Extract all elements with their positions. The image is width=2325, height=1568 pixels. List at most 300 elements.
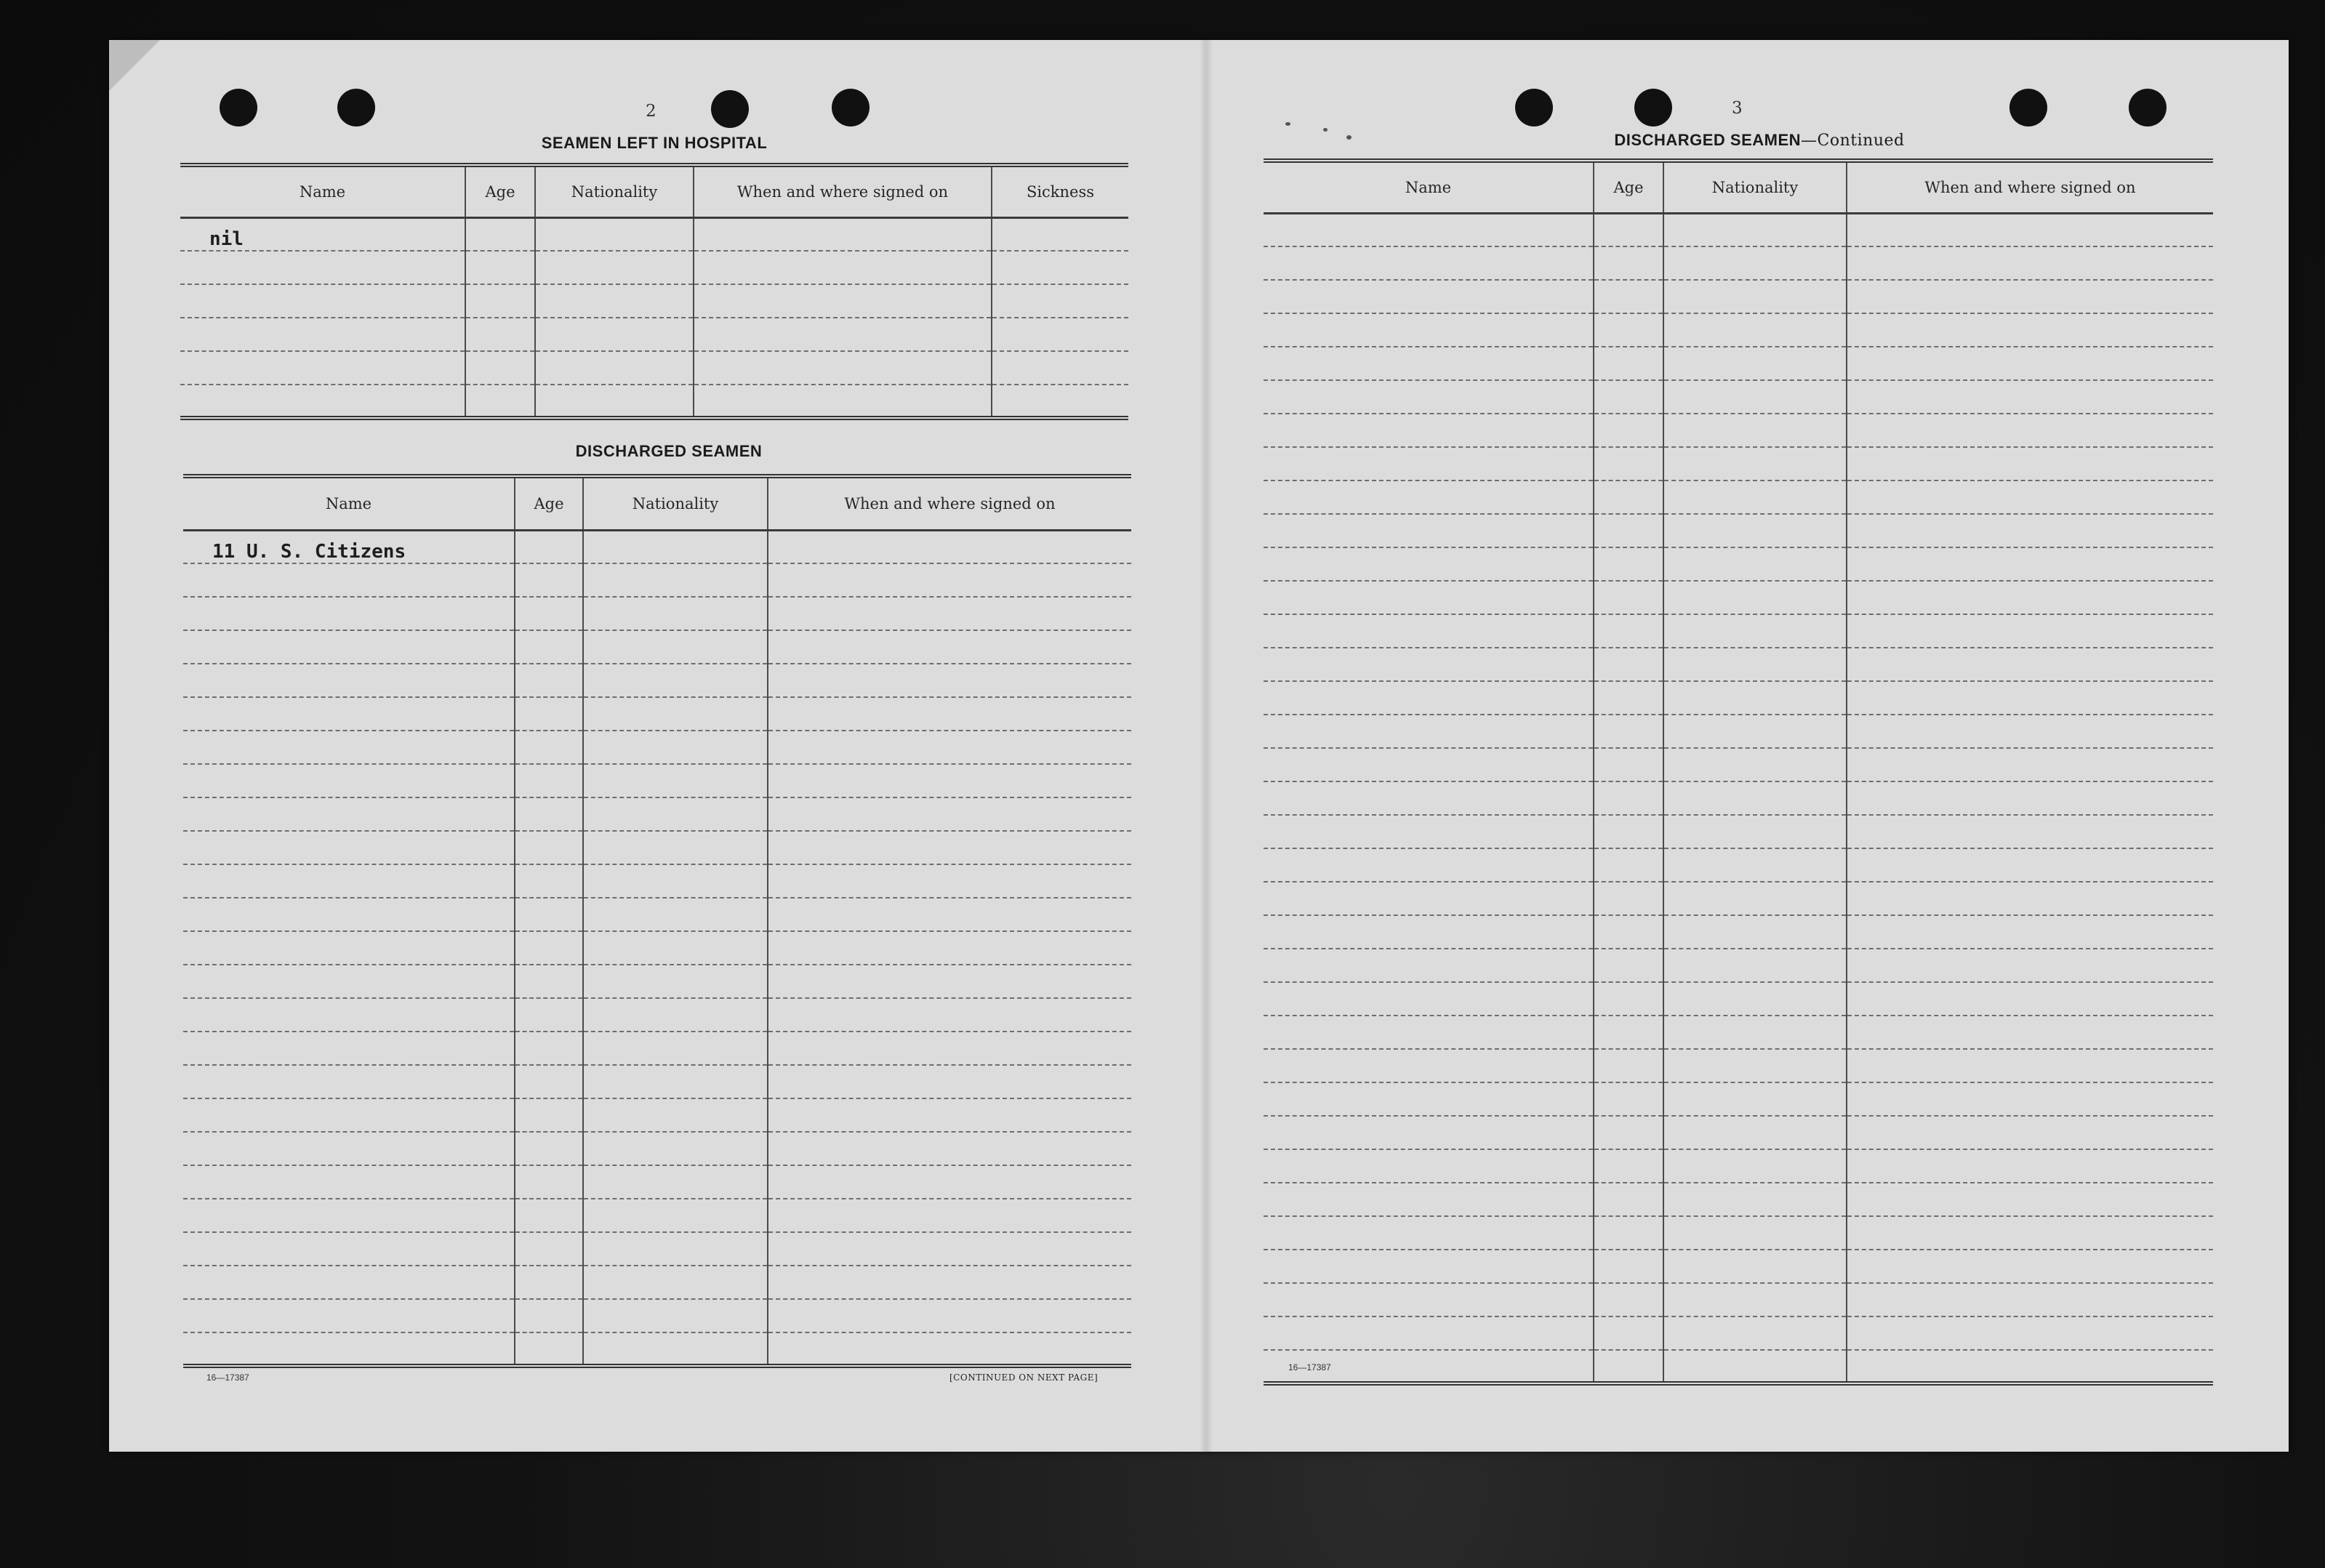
hospital-table bbox=[180, 163, 1128, 420]
column-header-signed-on: When and where signed on bbox=[694, 165, 992, 217]
table-cell bbox=[1847, 581, 2213, 614]
table-row bbox=[183, 831, 1131, 864]
table-cell bbox=[1663, 313, 1847, 347]
table-cell bbox=[465, 217, 535, 251]
table-cell bbox=[183, 864, 515, 898]
table-cell bbox=[1847, 1283, 2213, 1316]
table-cell bbox=[1264, 915, 1594, 949]
table-cell bbox=[583, 998, 768, 1032]
table-cell bbox=[768, 1332, 1131, 1366]
table-cell bbox=[515, 530, 583, 563]
table-cell bbox=[1264, 481, 1594, 514]
table-cell bbox=[583, 831, 768, 864]
table-row bbox=[183, 965, 1131, 998]
table-row bbox=[1264, 882, 2213, 915]
table-row bbox=[183, 1199, 1131, 1232]
table-cell bbox=[583, 931, 768, 965]
table-cell bbox=[183, 831, 515, 864]
table-cell bbox=[515, 1165, 583, 1199]
table-cell bbox=[180, 251, 465, 284]
table-cell bbox=[1264, 514, 1594, 547]
table-cell bbox=[768, 731, 1131, 764]
table-cell bbox=[535, 385, 694, 418]
table-cell bbox=[583, 1098, 768, 1132]
table-cell bbox=[1847, 280, 2213, 313]
table-row bbox=[1264, 1016, 2213, 1049]
form-code-left: 16—17387 bbox=[206, 1372, 249, 1383]
table-cell bbox=[583, 1065, 768, 1098]
table-cell bbox=[1663, 781, 1847, 815]
table-cell bbox=[1847, 1216, 2213, 1250]
table-cell bbox=[515, 1032, 583, 1065]
table-cell bbox=[1594, 347, 1663, 380]
table-cell bbox=[1264, 246, 1594, 280]
table-row bbox=[1264, 1283, 2213, 1316]
table-cell bbox=[1594, 447, 1663, 481]
table-row bbox=[1264, 982, 2213, 1016]
table-cell bbox=[535, 318, 694, 351]
table-row bbox=[1264, 1149, 2213, 1183]
table-row bbox=[1264, 949, 2213, 982]
table-cell bbox=[1663, 1316, 1847, 1350]
punch-hole bbox=[1634, 89, 1672, 126]
table-cell bbox=[1594, 280, 1663, 313]
table-cell bbox=[180, 351, 465, 385]
table-cell bbox=[768, 1132, 1131, 1165]
table-cell bbox=[583, 731, 768, 764]
table-cell bbox=[583, 664, 768, 697]
table-row bbox=[1264, 213, 2213, 246]
table-cell bbox=[1847, 1183, 2213, 1216]
table-cell bbox=[1847, 1316, 2213, 1350]
table-cell bbox=[694, 284, 992, 318]
table-cell bbox=[768, 664, 1131, 697]
table-cell bbox=[515, 563, 583, 597]
table-cell bbox=[1663, 280, 1847, 313]
table-cell bbox=[583, 1266, 768, 1299]
table-cell bbox=[1594, 213, 1663, 246]
discharged-table bbox=[183, 474, 1131, 1368]
table-cell bbox=[183, 898, 515, 931]
table-cell bbox=[1847, 547, 2213, 581]
table-cell bbox=[1847, 781, 2213, 815]
table-cell bbox=[768, 1065, 1131, 1098]
table-cell bbox=[1663, 949, 1847, 982]
table-row bbox=[183, 664, 1131, 697]
table-cell bbox=[1594, 1216, 1663, 1250]
table-row bbox=[1264, 481, 2213, 514]
table-cell bbox=[1264, 1049, 1594, 1082]
table-cell bbox=[1264, 1316, 1594, 1350]
table-cell bbox=[1847, 414, 2213, 447]
table-cell bbox=[465, 385, 535, 418]
table-cell bbox=[1847, 380, 2213, 414]
table-row bbox=[1264, 347, 2213, 380]
table-cell bbox=[183, 597, 515, 630]
table-cell bbox=[1264, 380, 1594, 414]
punch-hole bbox=[2129, 89, 2167, 126]
table-cell bbox=[1847, 949, 2213, 982]
table-cell bbox=[1594, 848, 1663, 882]
table-cell bbox=[1847, 1149, 2213, 1183]
table-cell bbox=[515, 1232, 583, 1266]
table-cell bbox=[1847, 1116, 2213, 1149]
table-cell bbox=[1264, 882, 1594, 915]
table-row bbox=[1264, 1082, 2213, 1116]
column-header-nationality: Nationality bbox=[1663, 161, 1847, 213]
table-cell bbox=[1264, 414, 1594, 447]
table-row bbox=[183, 597, 1131, 630]
table-row bbox=[183, 998, 1131, 1032]
table-cell bbox=[583, 764, 768, 797]
table-cell bbox=[1663, 1250, 1847, 1283]
table-row bbox=[183, 697, 1131, 731]
table-cell bbox=[1594, 915, 1663, 949]
table-cell bbox=[1847, 648, 2213, 681]
table-cell bbox=[1594, 648, 1663, 681]
table-cell bbox=[1663, 514, 1847, 547]
table-row bbox=[1264, 815, 2213, 848]
table-cell bbox=[1663, 1149, 1847, 1183]
table-cell bbox=[183, 664, 515, 697]
table-cell bbox=[583, 697, 768, 731]
table-cell bbox=[1594, 882, 1663, 915]
form-code-right: 16—17387 bbox=[1288, 1362, 1331, 1372]
table-cell bbox=[183, 998, 515, 1032]
table-row bbox=[1264, 581, 2213, 614]
column-header-name: Name bbox=[180, 165, 465, 217]
table-cell bbox=[1663, 1116, 1847, 1149]
table-cell bbox=[768, 1299, 1131, 1332]
table-row bbox=[180, 284, 1128, 318]
table-row bbox=[1264, 614, 2213, 648]
table-row bbox=[180, 385, 1128, 418]
table-row bbox=[1264, 1116, 2213, 1149]
discharged-continued-title bbox=[1527, 131, 1992, 150]
table-cell bbox=[768, 563, 1131, 597]
table-cell bbox=[1264, 748, 1594, 781]
table-cell bbox=[1847, 915, 2213, 949]
table-cell bbox=[1594, 414, 1663, 447]
table-cell bbox=[1594, 715, 1663, 748]
column-header-nationality: Nationality bbox=[535, 165, 694, 217]
table-cell bbox=[1663, 447, 1847, 481]
table-cell bbox=[465, 284, 535, 318]
table-cell bbox=[1594, 748, 1663, 781]
table-cell bbox=[1594, 949, 1663, 982]
table-cell bbox=[583, 1032, 768, 1065]
table-cell bbox=[183, 1199, 515, 1232]
table-cell bbox=[1663, 380, 1847, 414]
table-row bbox=[1264, 1049, 2213, 1082]
table-cell bbox=[1264, 1183, 1594, 1216]
discharged-continued-title-main: DISCHARGED SEAMEN bbox=[1614, 131, 1802, 149]
table-row bbox=[1264, 514, 2213, 547]
table-cell bbox=[183, 764, 515, 797]
table-cell bbox=[1663, 414, 1847, 447]
table-cell bbox=[992, 251, 1128, 284]
table-cell bbox=[1264, 614, 1594, 648]
table-cell bbox=[183, 731, 515, 764]
column-header-age: Age bbox=[515, 476, 583, 530]
table-cell bbox=[1264, 581, 1594, 614]
table-cell bbox=[1663, 882, 1847, 915]
table-cell bbox=[515, 965, 583, 998]
table-cell bbox=[1594, 313, 1663, 347]
table-cell bbox=[1847, 347, 2213, 380]
table-row bbox=[180, 318, 1128, 351]
table-cell bbox=[1264, 1149, 1594, 1183]
center-fold bbox=[1200, 40, 1213, 1452]
table-cell bbox=[1264, 648, 1594, 681]
table-cell bbox=[515, 797, 583, 831]
table-cell bbox=[583, 864, 768, 898]
table-cell bbox=[1264, 1283, 1594, 1316]
column-header-nationality: Nationality bbox=[583, 476, 768, 530]
table-row bbox=[1264, 1350, 2213, 1383]
column-header-sickness: Sickness bbox=[992, 165, 1128, 217]
table-cell bbox=[1663, 1216, 1847, 1250]
table-cell bbox=[768, 965, 1131, 998]
table-cell bbox=[1847, 1049, 2213, 1082]
table-cell bbox=[1594, 781, 1663, 815]
table-row bbox=[1264, 313, 2213, 347]
table-cell bbox=[515, 864, 583, 898]
table-cell bbox=[183, 1132, 515, 1165]
table-row bbox=[183, 797, 1131, 831]
table-row bbox=[183, 764, 1131, 797]
table-row bbox=[183, 630, 1131, 664]
table-cell bbox=[515, 697, 583, 731]
table-cell bbox=[1594, 1016, 1663, 1049]
punch-hole bbox=[1515, 89, 1553, 126]
table-cell bbox=[1264, 447, 1594, 481]
table-row bbox=[180, 217, 1128, 251]
table-cell bbox=[1847, 882, 2213, 915]
table-cell bbox=[1264, 313, 1594, 347]
table-cell bbox=[515, 597, 583, 630]
column-header-name: Name bbox=[1264, 161, 1594, 213]
table-row bbox=[1264, 414, 2213, 447]
table-cell bbox=[515, 1065, 583, 1098]
table-cell bbox=[1663, 1016, 1847, 1049]
table-cell bbox=[1663, 815, 1847, 848]
table-cell bbox=[183, 1032, 515, 1065]
table-cell bbox=[583, 965, 768, 998]
table-cell bbox=[1663, 547, 1847, 581]
hospital-section-title: SEAMEN LEFT IN HOSPITAL bbox=[541, 134, 768, 152]
table-row bbox=[183, 864, 1131, 898]
table-row bbox=[1264, 1250, 2213, 1283]
table-row bbox=[1264, 1183, 2213, 1216]
table-cell bbox=[183, 1232, 515, 1266]
table-cell bbox=[1663, 347, 1847, 380]
table-cell bbox=[1663, 748, 1847, 781]
table-cell bbox=[583, 597, 768, 630]
table-cell bbox=[992, 351, 1128, 385]
table-cell bbox=[1264, 280, 1594, 313]
table-row bbox=[183, 1065, 1131, 1098]
table-cell bbox=[583, 630, 768, 664]
table-cell bbox=[1594, 547, 1663, 581]
table-cell bbox=[183, 1065, 515, 1098]
table-row bbox=[1264, 280, 2213, 313]
table-cell bbox=[768, 530, 1131, 563]
table-row bbox=[1264, 848, 2213, 882]
column-header-signed-on: When and where signed on bbox=[1847, 161, 2213, 213]
table-cell bbox=[1594, 1350, 1663, 1383]
table-cell bbox=[1847, 1082, 2213, 1116]
table-cell bbox=[583, 797, 768, 831]
table-cell bbox=[1847, 313, 2213, 347]
table-cell bbox=[583, 530, 768, 563]
table-cell bbox=[515, 664, 583, 697]
table-cell bbox=[1847, 982, 2213, 1016]
table-cell bbox=[515, 1299, 583, 1332]
table-cell bbox=[515, 731, 583, 764]
continued-note: [CONTINUED ON NEXT PAGE] bbox=[949, 1372, 1099, 1383]
table-cell bbox=[515, 764, 583, 797]
table-row bbox=[183, 1266, 1131, 1299]
table-cell bbox=[1663, 848, 1847, 882]
table-cell bbox=[1847, 614, 2213, 648]
table-cell bbox=[535, 284, 694, 318]
table-row bbox=[1264, 447, 2213, 481]
table-cell: 11 U. S. Citizens bbox=[183, 530, 515, 563]
punch-hole bbox=[220, 89, 257, 126]
table-cell bbox=[583, 1132, 768, 1165]
table-cell bbox=[183, 931, 515, 965]
punch-hole bbox=[711, 90, 749, 128]
table-cell bbox=[768, 764, 1131, 797]
table-cell bbox=[1847, 748, 2213, 781]
table-cell bbox=[183, 1299, 515, 1332]
table-cell bbox=[583, 898, 768, 931]
table-cell bbox=[1264, 1016, 1594, 1049]
table-cell bbox=[1847, 213, 2213, 246]
table-row bbox=[183, 1232, 1131, 1266]
table-cell bbox=[1663, 1183, 1847, 1216]
table-cell bbox=[1264, 1216, 1594, 1250]
table-cell bbox=[583, 1299, 768, 1332]
table-row bbox=[1264, 915, 2213, 949]
table-row bbox=[1264, 547, 2213, 581]
table-cell bbox=[1594, 815, 1663, 848]
speck bbox=[1346, 135, 1352, 140]
punch-hole bbox=[832, 89, 870, 126]
table-cell bbox=[1663, 581, 1847, 614]
table-cell bbox=[1847, 681, 2213, 715]
table-cell bbox=[694, 217, 992, 251]
table-row bbox=[1264, 380, 2213, 414]
column-header-signed-on: When and where signed on bbox=[768, 476, 1131, 530]
table-cell bbox=[1663, 982, 1847, 1016]
table-cell bbox=[768, 1232, 1131, 1266]
table-cell bbox=[1264, 781, 1594, 815]
table-cell bbox=[992, 284, 1128, 318]
table-cell bbox=[583, 1332, 768, 1366]
table-cell bbox=[535, 251, 694, 284]
table-cell bbox=[1264, 848, 1594, 882]
table-cell bbox=[183, 1098, 515, 1132]
discharged-section-title: DISCHARGED SEAMEN bbox=[575, 442, 763, 460]
table-cell bbox=[768, 797, 1131, 831]
table-cell bbox=[1663, 915, 1847, 949]
table-cell bbox=[1264, 547, 1594, 581]
table-cell bbox=[515, 998, 583, 1032]
table-cell bbox=[768, 597, 1131, 630]
table-cell bbox=[180, 284, 465, 318]
table-cell bbox=[1663, 246, 1847, 280]
table-cell bbox=[1594, 380, 1663, 414]
table-cell bbox=[1594, 1049, 1663, 1082]
table-cell bbox=[1847, 1016, 2213, 1049]
table-cell bbox=[1663, 1082, 1847, 1116]
table-cell bbox=[1594, 982, 1663, 1016]
table-cell bbox=[1264, 715, 1594, 748]
table-cell bbox=[768, 831, 1131, 864]
table-cell bbox=[1594, 1149, 1663, 1183]
table-row bbox=[180, 351, 1128, 385]
table-cell bbox=[768, 1165, 1131, 1199]
table-cell bbox=[515, 1266, 583, 1299]
page-number-left: 2 bbox=[646, 102, 656, 121]
table-cell bbox=[183, 965, 515, 998]
table-cell bbox=[515, 1332, 583, 1366]
table-cell bbox=[1594, 614, 1663, 648]
table-cell bbox=[1663, 1350, 1847, 1383]
speck bbox=[1323, 128, 1328, 132]
column-header-name: Name bbox=[183, 476, 515, 530]
table-cell: nil bbox=[180, 217, 465, 251]
table-cell bbox=[1663, 213, 1847, 246]
table-cell bbox=[1264, 982, 1594, 1016]
table-cell bbox=[768, 898, 1131, 931]
table-cell bbox=[768, 1098, 1131, 1132]
table-cell bbox=[1594, 1082, 1663, 1116]
table-cell bbox=[465, 251, 535, 284]
table-cell bbox=[694, 351, 992, 385]
column-header-age: Age bbox=[1594, 161, 1663, 213]
table-cell bbox=[1264, 1250, 1594, 1283]
table-row bbox=[183, 1032, 1131, 1065]
table-cell bbox=[1847, 1250, 2213, 1283]
table-row bbox=[183, 898, 1131, 931]
table-cell bbox=[1847, 246, 2213, 280]
table-cell bbox=[515, 630, 583, 664]
table-row bbox=[1264, 648, 2213, 681]
table-cell bbox=[180, 318, 465, 351]
table-cell bbox=[515, 831, 583, 864]
table-row bbox=[1264, 1316, 2213, 1350]
table-row bbox=[183, 530, 1131, 563]
table-cell bbox=[768, 931, 1131, 965]
table-cell bbox=[1847, 447, 2213, 481]
table-cell bbox=[1264, 949, 1594, 982]
table-cell bbox=[1594, 481, 1663, 514]
table-cell bbox=[768, 630, 1131, 664]
speck bbox=[1285, 122, 1290, 126]
table-cell bbox=[1663, 1049, 1847, 1082]
table-cell bbox=[515, 1199, 583, 1232]
table-cell bbox=[1663, 681, 1847, 715]
table-cell bbox=[1594, 581, 1663, 614]
table-cell bbox=[183, 1332, 515, 1366]
table-cell bbox=[1594, 514, 1663, 547]
table-cell bbox=[1847, 815, 2213, 848]
table-cell bbox=[1847, 1350, 2213, 1383]
table-cell bbox=[1847, 715, 2213, 748]
